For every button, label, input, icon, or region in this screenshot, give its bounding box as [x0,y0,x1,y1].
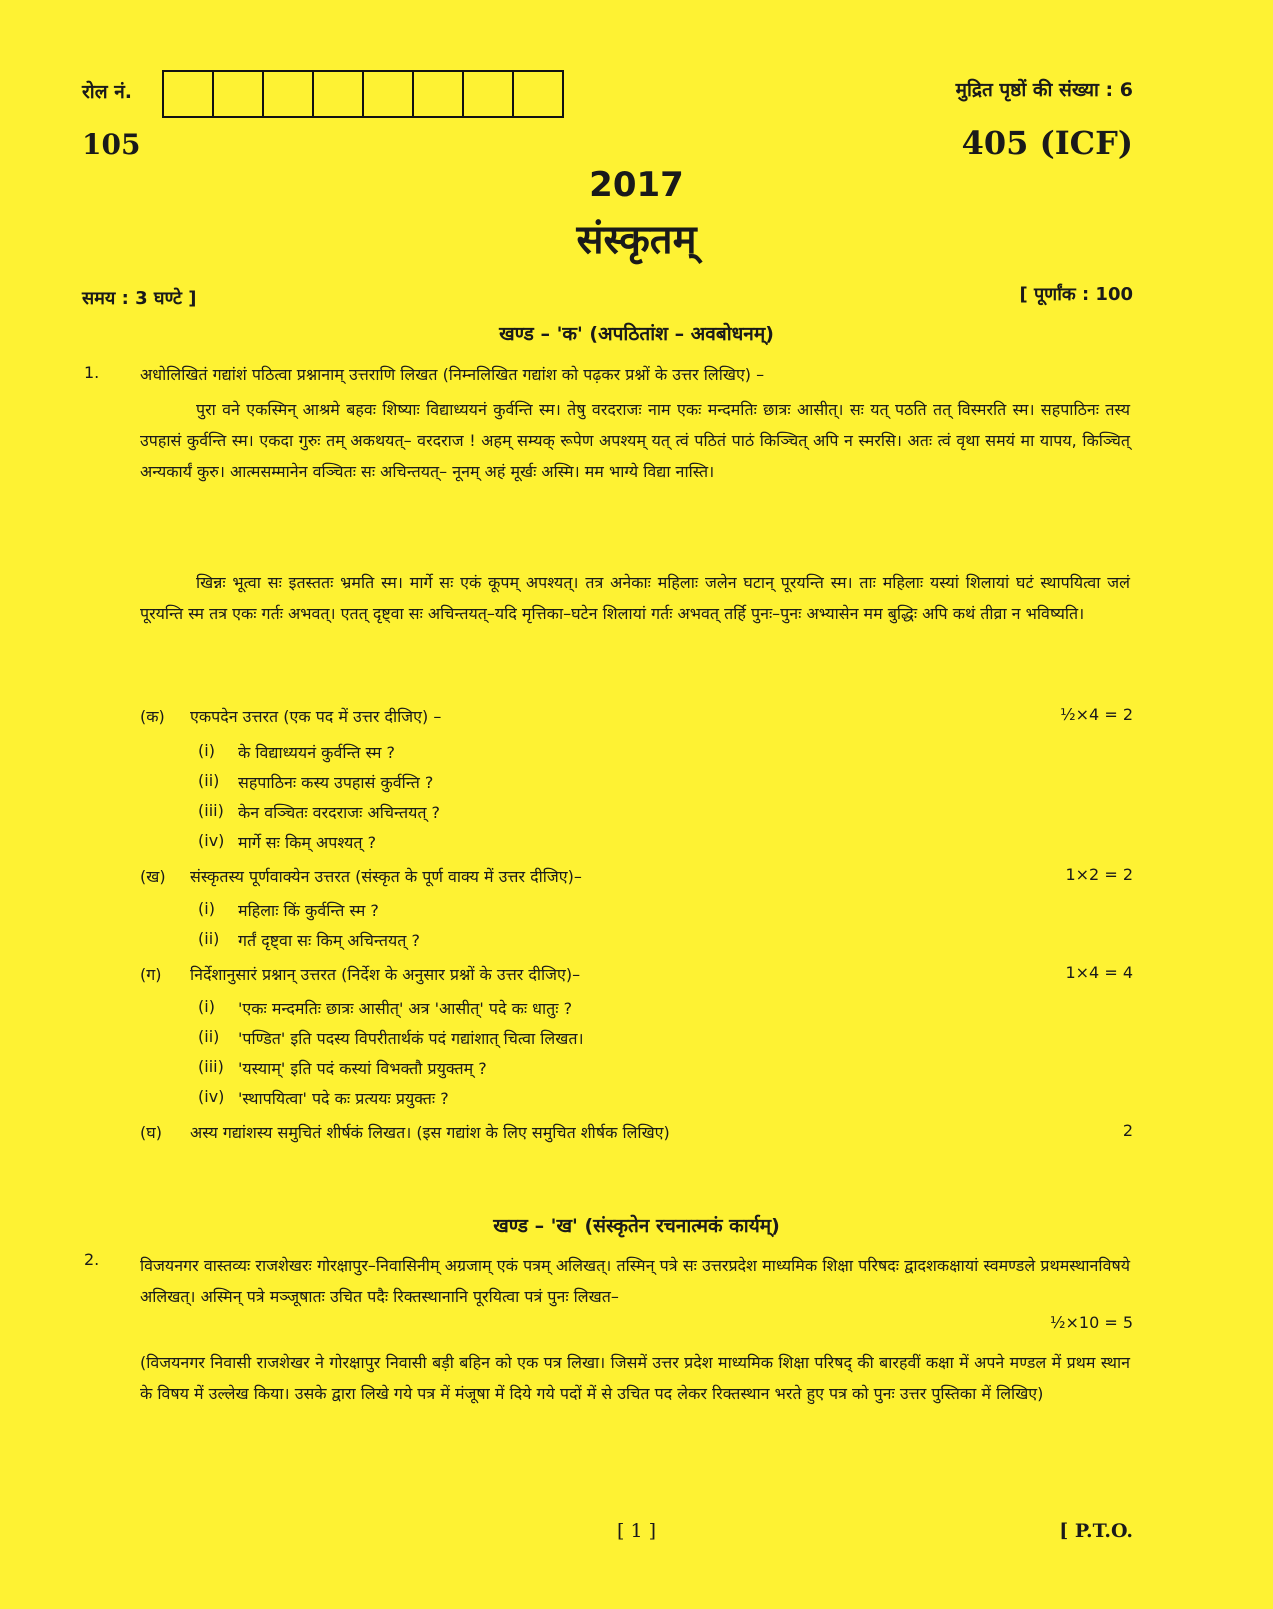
item-number: (ii) [198,929,220,948]
subquestion-gha-marks: 2 [1122,1121,1133,1140]
subquestion-kha-text: संस्कृतस्य पूर्णवाक्येन उत्तरत (संस्कृत के पूर्ण वाक्य में उत्तर दीजिए)– [190,867,582,886]
section-b-heading: खण्ड – 'ख' (संस्कृतेन रचनात्मकं कार्यम्) [493,1215,780,1237]
subquestion-ga-text: निर्देशानुसारं प्रश्नान् उत्तरत (निर्देश के अनुसार प्रश्नों के उत्तर दीजिए)– [190,965,581,984]
item-number: (iv) [198,1087,225,1106]
item-text: मार्गे सः किम् अपश्यत् ? [238,833,377,852]
subquestion-ga-label: (ग) [140,965,162,984]
roll-box[interactable] [214,72,264,116]
roll-box[interactable] [164,72,214,116]
paper-code-right: 405 (ICF) [961,124,1133,162]
subject-title: संस्कृतम् [576,217,697,263]
question-number: 2. [84,1250,100,1269]
roll-box[interactable] [514,72,562,116]
item-text: केन वञ्चितः वरदराजः अचिन्तयत् ? [238,803,441,822]
item-number: (iii) [198,1057,224,1076]
question-number: 1. [84,363,100,382]
roll-number-boxes[interactable] [162,70,564,118]
passage-paragraph-1 [140,394,1130,487]
roll-number-label: रोल नं. [82,81,132,103]
question-2-hindi-text: (विजयनगर निवासी राजशेखर ने गोरक्षापुर निवासी बड़ी बहिन को एक पत्र लिखा। जिसमें उत्तर प्रदेश माध्यमिक शिक्षा परिषद् की बारहवीं कक्षा में अपने मण्डल में प्रथम स्थान के विषय में उल्लेख किया। उसके द्वारा लिखे गये पत्र में मंजूषा में दिये गये पदों में से उचित पद लेकर रिक्तस्थान भरते हुए पत्र को पुनः उत्तर पुस्तिका में लिखिए) [140,1353,1130,1403]
subquestion-kha-marks: 1×2 = 2 [1065,865,1133,884]
page-number: [ 1 ] [617,1520,656,1542]
item-number: (i) [198,741,215,760]
item-number: (ii) [198,1027,220,1046]
subquestion-ga-marks: 1×4 = 4 [1065,963,1133,982]
passage-paragraph-2 [140,567,1130,629]
item-text: 'यस्याम्' इति पदं कस्यां विभक्तौ प्रयुक्तम् ? [238,1059,487,1078]
roll-box[interactable] [414,72,464,116]
item-number: (iii) [198,801,224,820]
roll-box[interactable] [264,72,314,116]
subquestion-ka-label: (क) [140,707,165,726]
item-text: महिलाः किं कुर्वन्ति स्म ? [238,901,379,920]
paper-code-left: 105 [82,128,141,161]
item-number: (ii) [198,771,220,790]
item-text: सहपाठिनः कस्य उपहासं कुर्वन्ति ? [238,773,434,792]
exam-year: 2017 [589,165,684,205]
roll-box[interactable] [314,72,364,116]
item-text: 'पण्डित' इति पदस्य विपरीतार्थकं पदं गद्यांशात् चित्वा लिखत। [238,1029,584,1048]
subquestion-ka-text: एकपदेन उत्तरत (एक पद में उत्तर दीजिए) – [190,707,442,726]
item-number: (i) [198,899,215,918]
item-text: के विद्याध्ययनं कुर्वन्ति स्म ? [238,743,396,762]
subquestion-kha-label: (ख) [140,867,166,886]
question-2-marks: ½×10 = 5 [1049,1313,1133,1332]
subquestion-gha-label: (घ) [140,1123,162,1142]
passage-text: पुरा वने एकस्मिन् आश्रमे बहवः शिष्याः विद्याध्ययनं कुर्वन्ति स्म। तेषु वरदराजः नाम एकः मन्दमतिः छात्रः आसीत्। सः यत् पठति तत् विस्मरति स्म। सहपाठिनः तस्य उपहासं कुर्वन्ति स्म। एकदा गुरुः तम् अकथयत्– वरदराज ! अहम् सम्यक् रूपेण अपश्यम् यत् त्वं पठितं पाठं किञ्चित् अपि न स्मरसि। अतः त्वं वृथा समयं मा यापय, किञ्चित् अन्यकार्यं कुरु। आत्मसम्मानेन वञ्चितः सः अचिन्तयत्– नूनम् अहं मूर्खः अस्मि। मम भाग्ये विद्या नास्ति। [140,400,1130,481]
printed-pages-count: मुद्रित पृष्ठों की संख्या : 6 [955,79,1133,101]
passage-text: खिन्नः भूत्वा सः इतस्ततः भ्रमति स्म। मार्गे सः एकं कूपम् अपश्यत्। तत्र अनेकाः महिलाः जलेन घटान् पूरयन्ति स्म। ताः महिलाः यस्यां शिलायां घटं स्थापयित्वा जलं पूरयन्ति स्म तत्र एकः गर्तः अभवत्। एतत् दृष्ट्वा सः अचिन्तयत्–यदि मृत्तिका–घटेन शिलायां गर्तः अभवत् तर्हि पुनः–पुनः अभ्यासेन मम बुद्धिः अपि कथं तीव्रा न भविष्यति। [140,573,1130,623]
subquestion-gha-text: अस्य गद्यांशस्य समुचितं शीर्षकं लिखत। (इस गद्यांश के लिए समुचित शीर्षक लिखिए) [190,1123,670,1142]
item-number: (iv) [198,831,225,850]
item-text: 'एकः मन्दमतिः छात्रः आसीत्' अत्र 'आसीत्' पदे कः धातुः ? [238,999,573,1018]
subquestion-ka-marks: ½×4 = 2 [1060,705,1133,724]
item-number: (i) [198,997,215,1016]
please-turn-over: [ P.T.O. [1059,1520,1133,1542]
item-text: गर्तं दृष्ट्वा सः किम् अचिन्तयत् ? [238,931,420,950]
section-a-heading: खण्ड – 'क' (अपठितांश – अवबोधनम्) [499,323,774,345]
question-2-text: विजयनगर वास्तव्यः राजशेखरः गोरक्षापुर–निवासिनीम् अग्रजाम् एकं पत्रम् अलिखत्। तस्मिन् पत्रे सः उत्तरप्रदेश माध्यमिक शिक्षा परिषदः द्वादशकक्षायां स्वमण्डले प्रथमस्थानविषये अलिखत्। अस्मिन् पत्रे मञ्जूषातः उचित पदैः रिक्तस्थानानि पूरयित्वा पत्रं पुनः लिखत– [140,1256,1130,1306]
total-marks: [ पूर्णांक : 100 [1019,284,1133,305]
question-instruction: अधोलिखितं गद्यांशं पठित्वा प्रश्नानाम् उत्तराणि लिखत (निम्नलिखित गद्यांश को पढ़कर प्रश्नों के उत्तर लिखिए) – [140,365,765,384]
time-allowed: समय : 3 घण्टे ] [82,288,197,309]
roll-box[interactable] [364,72,414,116]
item-text: 'स्थापयित्वा' पदे कः प्रत्ययः प्रयुक्तः ? [238,1089,449,1108]
roll-box[interactable] [464,72,514,116]
